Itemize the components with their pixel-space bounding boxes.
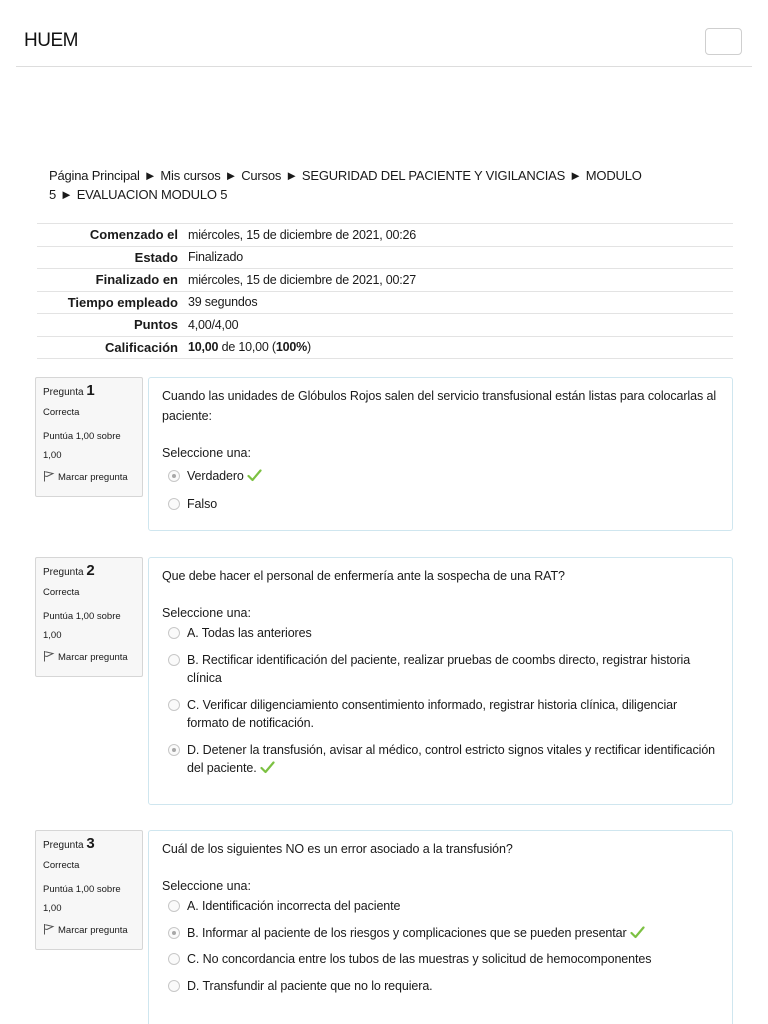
question-text: Que debe hacer el personal de enfermería ante la sospecha de una RAT? (162, 569, 565, 583)
flag-icon (43, 470, 55, 482)
question-num: 3 (86, 835, 95, 852)
answer-option-a[interactable] (162, 624, 720, 642)
navbar-divider (16, 66, 752, 67)
answer-option-c[interactable] (162, 950, 720, 968)
answer-option-b[interactable] (162, 651, 720, 687)
question-3-content (148, 830, 733, 1024)
select-prompt: Seleccione una: (162, 879, 251, 893)
grade-value (182, 336, 733, 359)
breadcrumb-my-courses[interactable]: Mis cursos (160, 168, 221, 183)
breadcrumb (49, 166, 729, 204)
radio-button[interactable] (168, 980, 180, 992)
answer-option-c[interactable] (162, 696, 720, 732)
answer-options (162, 467, 720, 513)
summary-value: miércoles, 15 de diciembre de 2021, 00:27 (188, 272, 417, 287)
top-navbar (0, 0, 768, 67)
radio-button[interactable] (168, 744, 180, 756)
flag-question-link[interactable] (43, 468, 135, 488)
radio-button[interactable] (168, 470, 180, 482)
summary-value: 39 segundos (188, 295, 258, 310)
check-icon (260, 761, 275, 774)
breadcrumb-module[interactable]: MODULO 5 (49, 168, 642, 202)
radio-button[interactable] (168, 654, 180, 666)
breadcrumb-course[interactable]: SEGURIDAD DEL PACIENTE Y VIGILANCIAS (301, 168, 566, 183)
question-number (43, 562, 135, 579)
grade-label: Calificación (105, 339, 178, 355)
answer-option-b[interactable] (162, 924, 720, 942)
option-label: C. Verificar diligenciamiento consentimiento informado, registrar historia clínica, diligenciar formato de notificación. (187, 698, 678, 730)
summary-row (37, 246, 733, 269)
question-state: Correcta (43, 407, 80, 418)
select-prompt: Seleccione una: (162, 606, 251, 620)
flag-icon (43, 650, 55, 662)
option-label: A. Identificación incorrecta del paciente (187, 899, 401, 913)
answer-option-false[interactable] (162, 495, 720, 513)
option-label: C. No concordancia entre los tubos de las muestras y solicitud de hemocomponentes (187, 952, 652, 966)
summary-row-grade (37, 336, 733, 359)
option-label: Falso (187, 497, 218, 511)
question-1-info (35, 377, 143, 497)
radio-button[interactable] (168, 627, 180, 639)
flag-label: Marcar pregunta (58, 925, 128, 936)
option-label: A. Todas las anteriores (187, 626, 312, 640)
summary-row (37, 314, 733, 337)
check-icon (247, 469, 262, 482)
option-label: D. Transfundir al paciente que no lo requiera. (187, 979, 433, 993)
answer-options (162, 897, 720, 995)
radio-button[interactable] (168, 900, 180, 912)
summary-row (37, 269, 733, 292)
radio-button[interactable] (168, 498, 180, 510)
breadcrumb-home[interactable]: Página Principal (49, 168, 140, 183)
question-state: Correcta (43, 860, 80, 871)
grade-percent: 100% (275, 340, 308, 355)
breadcrumb-separator: ► (143, 168, 157, 183)
check-icon (630, 926, 645, 939)
radio-button[interactable] (168, 927, 180, 939)
flag-icon (43, 923, 55, 935)
question-number (43, 835, 135, 852)
question-1-content (148, 377, 733, 531)
grade-of: de 10,00 ( (221, 340, 276, 355)
select-prompt: Seleccione una: (162, 446, 251, 460)
question-state: Correcta (43, 587, 80, 598)
question-text: Cuál de los siguientes NO es un error asociado a la transfusión? (162, 842, 513, 856)
grade-score: 10,00 (188, 340, 219, 355)
question-text: Cuando las unidades de Glóbulos Rojos salen del servicio transfusional están listas para colocarlas al paciente: (162, 389, 717, 423)
question-2-info (35, 557, 143, 677)
summary-label: Finalizado en (95, 272, 178, 288)
summary-label: Comenzado el (89, 227, 178, 243)
option-label: B. Rectificar identificación del paciente, realizar pruebas de coombs directo, registrar historia clínica (187, 653, 691, 685)
answer-option-d[interactable] (162, 977, 720, 995)
question-num: 1 (86, 382, 95, 399)
option-label: D. Detener la transfusión, avisar al médico, control estricto signos vitales y rectificar identificación del paciente. (187, 743, 716, 775)
option-label: B. Informar al paciente de los riesgos y complicaciones que se pueden presentar (187, 926, 627, 940)
question-3-info (35, 830, 143, 950)
summary-value: 4,00/4,00 (188, 317, 239, 332)
summary-label: Puntos (133, 317, 178, 333)
breadcrumb-quiz[interactable]: EVALUACION MODULO 5 (76, 187, 228, 202)
breadcrumb-separator: ► (285, 168, 298, 183)
question-num: 2 (86, 562, 95, 579)
question-grade: Puntúa 1,00 sobre 1,00 (43, 611, 121, 641)
question-grade: Puntúa 1,00 sobre 1,00 (43, 884, 121, 914)
breadcrumb-courses[interactable]: Cursos (241, 168, 282, 183)
question-grade: Puntúa 1,00 sobre 1,00 (43, 431, 121, 461)
flag-label: Marcar pregunta (58, 652, 128, 663)
question-2-content (148, 557, 733, 805)
summary-label: Estado (134, 249, 178, 265)
menu-button[interactable] (705, 28, 742, 55)
question-prefix: Pregunta (43, 387, 84, 398)
grade-close: ) (307, 340, 311, 355)
summary-value: miércoles, 15 de diciembre de 2021, 00:26 (188, 227, 417, 242)
flag-label: Marcar pregunta (58, 472, 128, 483)
breadcrumb-separator: ► (569, 168, 582, 183)
question-prefix: Pregunta (43, 567, 84, 578)
summary-value: Finalizado (188, 250, 243, 265)
breadcrumb-separator: ► (60, 187, 73, 202)
attempt-summary-table (37, 223, 733, 359)
summary-row (37, 291, 733, 314)
question-prefix: Pregunta (43, 840, 84, 851)
flag-question-link[interactable] (43, 921, 135, 941)
summary-label: Tiempo empleado (67, 294, 178, 310)
summary-row (37, 224, 733, 247)
answer-option-a[interactable] (162, 897, 720, 915)
answer-option-true[interactable] (162, 467, 720, 485)
radio-button[interactable] (168, 953, 180, 965)
answer-option-d[interactable] (162, 741, 720, 777)
breadcrumb-separator: ► (224, 168, 238, 183)
answer-options (162, 624, 720, 777)
option-label: Verdadero (187, 469, 244, 483)
site-brand[interactable]: HUEM (24, 30, 78, 51)
flag-question-link[interactable] (43, 648, 135, 668)
radio-button[interactable] (168, 699, 180, 711)
question-number (43, 382, 135, 399)
